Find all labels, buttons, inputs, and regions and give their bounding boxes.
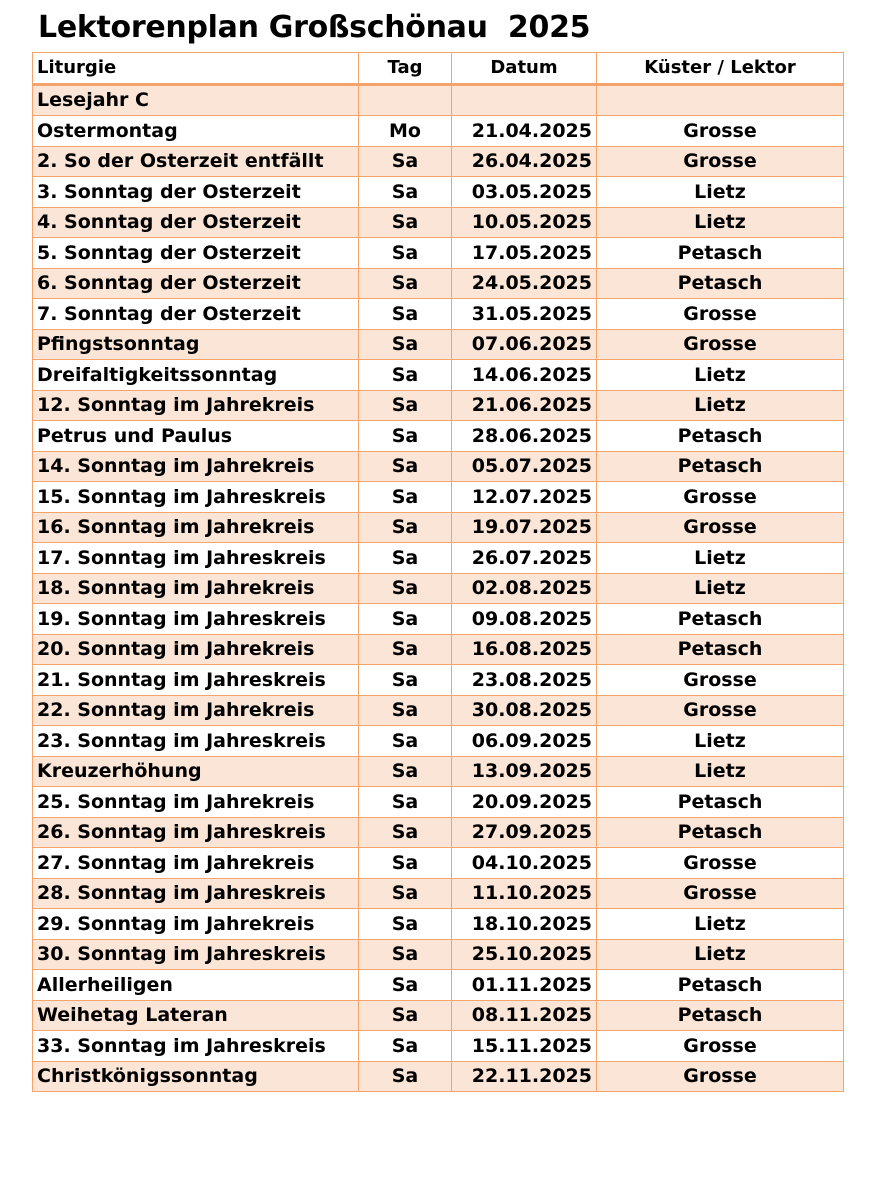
cell-tag: Mo xyxy=(359,116,452,147)
cell-datum: 20.09.2025 xyxy=(452,787,597,818)
cell-lektor: Petasch xyxy=(597,1000,844,1031)
cell-lektor: Grosse xyxy=(597,482,844,513)
cell-tag: Sa xyxy=(359,177,452,208)
cell-lektor: Petasch xyxy=(597,451,844,482)
cell-datum: 18.10.2025 xyxy=(452,909,597,940)
cell-datum: 14.06.2025 xyxy=(452,360,597,391)
cell-tag: Sa xyxy=(359,878,452,909)
cell-tag: Sa xyxy=(359,604,452,635)
cell-lektor: Petasch xyxy=(597,817,844,848)
table-row xyxy=(33,238,844,269)
cell-liturgie: 29. Sonntag im Jahrekreis xyxy=(33,909,359,940)
cell-liturgie: 6. Sonntag der Osterzeit xyxy=(33,268,359,299)
cell-lektor: Lietz xyxy=(597,939,844,970)
cell-liturgie: 33. Sonntag im Jahreskreis xyxy=(33,1031,359,1062)
table-row xyxy=(33,939,844,970)
cell-lektor: Grosse xyxy=(597,848,844,879)
cell-liturgie: Weihetag Lateran xyxy=(33,1000,359,1031)
cell-lektor: Petasch xyxy=(597,970,844,1001)
cell-datum: 26.07.2025 xyxy=(452,543,597,574)
cell-datum: 02.08.2025 xyxy=(452,573,597,604)
cell-liturgie: 5. Sonntag der Osterzeit xyxy=(33,238,359,269)
table-row xyxy=(33,665,844,696)
cell-lektor: Lietz xyxy=(597,543,844,574)
cell-datum: 10.05.2025 xyxy=(452,207,597,238)
cell-datum: 06.09.2025 xyxy=(452,726,597,757)
cell-datum: 21.04.2025 xyxy=(452,116,597,147)
table-row xyxy=(33,1061,844,1092)
cell-datum xyxy=(452,84,597,116)
cell-liturgie: 27. Sonntag im Jahrekreis xyxy=(33,848,359,879)
cell-lektor: Petasch xyxy=(597,238,844,269)
cell-liturgie: Pfingstsonntag xyxy=(33,329,359,360)
table-header-row xyxy=(33,53,844,85)
cell-tag: Sa xyxy=(359,238,452,269)
cell-liturgie: 19. Sonntag im Jahreskreis xyxy=(33,604,359,635)
cell-datum: 05.07.2025 xyxy=(452,451,597,482)
cell-lektor: Lietz xyxy=(597,390,844,421)
cell-liturgie: Dreifaltigkeitssonntag xyxy=(33,360,359,391)
cell-tag: Sa xyxy=(359,1031,452,1062)
cell-liturgie: Christkönigssonntag xyxy=(33,1061,359,1092)
table-row xyxy=(33,360,844,391)
table-row xyxy=(33,1000,844,1031)
cell-liturgie: 20. Sonntag im Jahrekreis xyxy=(33,634,359,665)
cell-datum: 21.06.2025 xyxy=(452,390,597,421)
cell-lektor: Grosse xyxy=(597,512,844,543)
table-row xyxy=(33,787,844,818)
page-title: Lektorenplan Großschönau 2025 xyxy=(38,10,591,45)
cell-datum: 03.05.2025 xyxy=(452,177,597,208)
cell-tag: Sa xyxy=(359,543,452,574)
header-tag: Tag xyxy=(359,53,452,85)
cell-liturgie: 14. Sonntag im Jahrekreis xyxy=(33,451,359,482)
cell-datum: 08.11.2025 xyxy=(452,1000,597,1031)
cell-datum: 01.11.2025 xyxy=(452,970,597,1001)
table-row xyxy=(33,970,844,1001)
cell-liturgie: 30. Sonntag im Jahreskreis xyxy=(33,939,359,970)
cell-liturgie: 4. Sonntag der Osterzeit xyxy=(33,207,359,238)
cell-datum: 11.10.2025 xyxy=(452,878,597,909)
cell-lektor: Grosse xyxy=(597,1061,844,1092)
cell-datum: 09.08.2025 xyxy=(452,604,597,635)
cell-lektor: Lietz xyxy=(597,360,844,391)
cell-liturgie: 3. Sonntag der Osterzeit xyxy=(33,177,359,208)
cell-lektor: Grosse xyxy=(597,665,844,696)
cell-liturgie: Allerheiligen xyxy=(33,970,359,1001)
cell-tag: Sa xyxy=(359,1000,452,1031)
table-row xyxy=(33,207,844,238)
cell-datum: 12.07.2025 xyxy=(452,482,597,513)
cell-lektor: Lietz xyxy=(597,177,844,208)
cell-lektor: Lietz xyxy=(597,207,844,238)
cell-datum: 26.04.2025 xyxy=(452,146,597,177)
cell-lektor: Petasch xyxy=(597,268,844,299)
cell-liturgie: 23. Sonntag im Jahreskreis xyxy=(33,726,359,757)
header-liturgie: Liturgie xyxy=(33,53,359,85)
table-row xyxy=(33,573,844,604)
cell-tag: Sa xyxy=(359,634,452,665)
cell-tag: Sa xyxy=(359,329,452,360)
cell-tag: Sa xyxy=(359,146,452,177)
cell-liturgie: 7. Sonntag der Osterzeit xyxy=(33,299,359,330)
cell-tag: Sa xyxy=(359,360,452,391)
cell-tag: Sa xyxy=(359,817,452,848)
cell-liturgie: 18. Sonntag im Jahrekreis xyxy=(33,573,359,604)
cell-datum: 25.10.2025 xyxy=(452,939,597,970)
cell-tag: Sa xyxy=(359,482,452,513)
cell-liturgie: 12. Sonntag im Jahrekreis xyxy=(33,390,359,421)
cell-lektor: Lietz xyxy=(597,573,844,604)
cell-datum: 17.05.2025 xyxy=(452,238,597,269)
cell-liturgie: Lesejahr C xyxy=(33,84,359,116)
cell-liturgie: 26. Sonntag im Jahreskreis xyxy=(33,817,359,848)
table-row xyxy=(33,848,844,879)
cell-tag: Sa xyxy=(359,207,452,238)
cell-lektor: Lietz xyxy=(597,726,844,757)
cell-tag: Sa xyxy=(359,970,452,1001)
cell-tag: Sa xyxy=(359,421,452,452)
table-row xyxy=(33,817,844,848)
cell-lektor: Grosse xyxy=(597,695,844,726)
table-row xyxy=(33,512,844,543)
cell-tag: Sa xyxy=(359,573,452,604)
cell-datum: 24.05.2025 xyxy=(452,268,597,299)
cell-liturgie: 22. Sonntag im Jahrekreis xyxy=(33,695,359,726)
cell-datum: 28.06.2025 xyxy=(452,421,597,452)
cell-tag: Sa xyxy=(359,390,452,421)
table-row xyxy=(33,543,844,574)
cell-datum: 30.08.2025 xyxy=(452,695,597,726)
table-row xyxy=(33,329,844,360)
table-row xyxy=(33,604,844,635)
cell-tag: Sa xyxy=(359,1061,452,1092)
cell-lektor: Lietz xyxy=(597,909,844,940)
cell-datum: 04.10.2025 xyxy=(452,848,597,879)
cell-lektor: Grosse xyxy=(597,1031,844,1062)
table-row xyxy=(33,451,844,482)
cell-liturgie: Kreuzerhöhung xyxy=(33,756,359,787)
table-row xyxy=(33,146,844,177)
table-row xyxy=(33,878,844,909)
cell-lektor: Grosse xyxy=(597,116,844,147)
table-row xyxy=(33,116,844,147)
cell-datum: 27.09.2025 xyxy=(452,817,597,848)
cell-liturgie: 25. Sonntag im Jahrekreis xyxy=(33,787,359,818)
cell-tag: Sa xyxy=(359,787,452,818)
cell-tag: Sa xyxy=(359,939,452,970)
cell-liturgie: Ostermontag xyxy=(33,116,359,147)
cell-liturgie: 17. Sonntag im Jahreskreis xyxy=(33,543,359,574)
cell-liturgie: 21. Sonntag im Jahreskreis xyxy=(33,665,359,696)
cell-tag: Sa xyxy=(359,726,452,757)
cell-liturgie: 16. Sonntag im Jahrekreis xyxy=(33,512,359,543)
cell-lektor: Lietz xyxy=(597,756,844,787)
table-row xyxy=(33,390,844,421)
table-row xyxy=(33,268,844,299)
cell-datum: 19.07.2025 xyxy=(452,512,597,543)
table-row xyxy=(33,726,844,757)
cell-lektor: Grosse xyxy=(597,878,844,909)
cell-tag xyxy=(359,84,452,116)
table-row xyxy=(33,756,844,787)
cell-liturgie: 2. So der Osterzeit entfällt xyxy=(33,146,359,177)
table-row xyxy=(33,695,844,726)
table-row xyxy=(33,634,844,665)
cell-lektor: Petasch xyxy=(597,634,844,665)
cell-tag: Sa xyxy=(359,695,452,726)
cell-lektor: Grosse xyxy=(597,146,844,177)
table-row xyxy=(33,177,844,208)
cell-datum: 16.08.2025 xyxy=(452,634,597,665)
cell-lektor xyxy=(597,84,844,116)
cell-datum: 31.05.2025 xyxy=(452,299,597,330)
cell-tag: Sa xyxy=(359,451,452,482)
cell-lektor: Grosse xyxy=(597,299,844,330)
table-row xyxy=(33,909,844,940)
table-row xyxy=(33,299,844,330)
header-lektor: Küster / Lektor xyxy=(597,53,844,85)
cell-datum: 15.11.2025 xyxy=(452,1031,597,1062)
cell-tag: Sa xyxy=(359,665,452,696)
table-row xyxy=(33,482,844,513)
table-row xyxy=(33,84,844,116)
cell-liturgie: 28. Sonntag im Jahreskreis xyxy=(33,878,359,909)
cell-lektor: Petasch xyxy=(597,604,844,635)
cell-datum: 13.09.2025 xyxy=(452,756,597,787)
cell-datum: 07.06.2025 xyxy=(452,329,597,360)
header-datum: Datum xyxy=(452,53,597,85)
cell-tag: Sa xyxy=(359,299,452,330)
cell-liturgie: Petrus und Paulus xyxy=(33,421,359,452)
cell-tag: Sa xyxy=(359,512,452,543)
cell-tag: Sa xyxy=(359,848,452,879)
cell-tag: Sa xyxy=(359,268,452,299)
table-row xyxy=(33,1031,844,1062)
lektor-table xyxy=(32,52,844,1092)
cell-lektor: Grosse xyxy=(597,329,844,360)
cell-datum: 22.11.2025 xyxy=(452,1061,597,1092)
table-row xyxy=(33,421,844,452)
cell-datum: 23.08.2025 xyxy=(452,665,597,696)
cell-tag: Sa xyxy=(359,909,452,940)
cell-lektor: Petasch xyxy=(597,421,844,452)
cell-lektor: Petasch xyxy=(597,787,844,818)
cell-tag: Sa xyxy=(359,756,452,787)
cell-liturgie: 15. Sonntag im Jahreskreis xyxy=(33,482,359,513)
